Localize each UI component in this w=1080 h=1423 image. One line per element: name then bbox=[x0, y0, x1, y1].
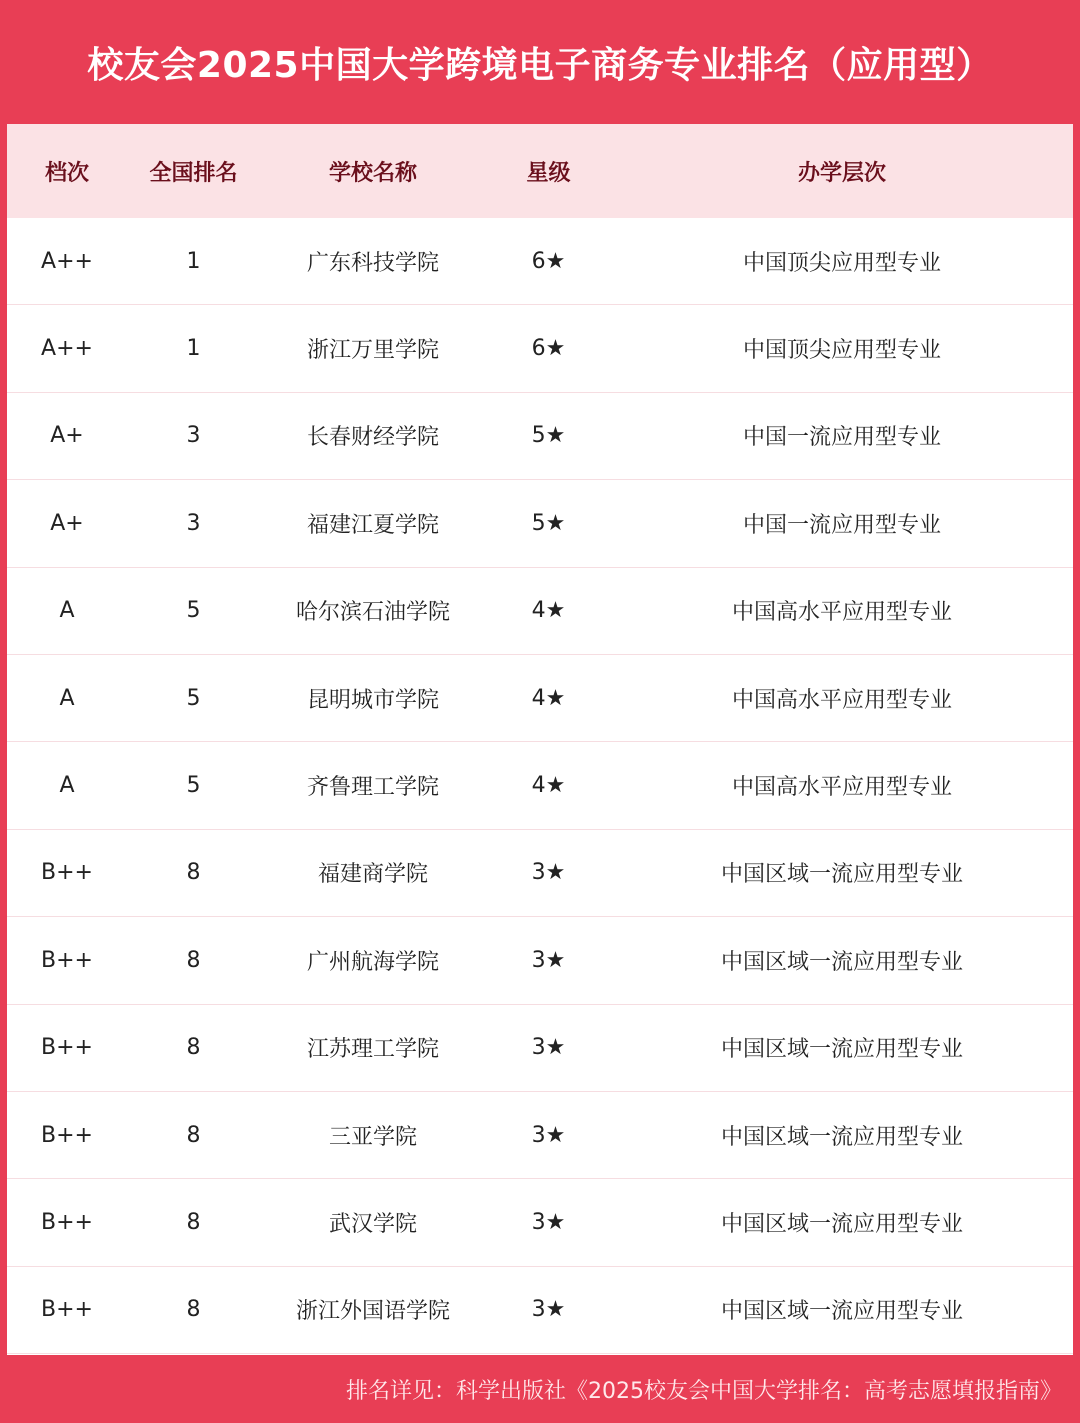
tier-cell: B++ bbox=[41, 947, 93, 973]
level-cell: 中国区域一流应用型专业 bbox=[720, 1299, 963, 1325]
stars-cell: 3★ bbox=[531, 860, 566, 886]
level-cell: 中国顶尖应用型专业 bbox=[742, 250, 941, 276]
column-header-rank: 全国排名 bbox=[149, 160, 238, 186]
school-cell: 武汉学院 bbox=[328, 1211, 417, 1237]
school-cell: 浙江外国语学院 bbox=[295, 1299, 450, 1325]
tier-cell: A+ bbox=[50, 423, 84, 449]
tier-cell: A+ bbox=[50, 510, 84, 536]
level-cell: 中国一流应用型专业 bbox=[742, 512, 941, 538]
tier-cell: A++ bbox=[41, 336, 93, 362]
table-row bbox=[7, 305, 1073, 392]
tier-cell: A bbox=[59, 773, 75, 799]
tier-cell: B++ bbox=[41, 1122, 93, 1148]
level-cell: 中国顶尖应用型专业 bbox=[742, 338, 941, 364]
rank-cell: 8 bbox=[186, 947, 201, 973]
tier-cell: A bbox=[59, 598, 75, 624]
rank-cell: 5 bbox=[186, 773, 201, 799]
table-row bbox=[7, 393, 1073, 480]
school-cell: 福建江夏学院 bbox=[306, 512, 439, 538]
rank-cell: 3 bbox=[186, 423, 201, 449]
stars-cell: 6★ bbox=[531, 336, 566, 362]
source-note: 排名详见：科学出版社《2025校友会中国大学排名：高考志愿填报指南》 bbox=[346, 1378, 1062, 1404]
table-body bbox=[7, 218, 1073, 1354]
school-cell: 广州航海学院 bbox=[306, 949, 439, 975]
rank-cell: 5 bbox=[186, 685, 201, 711]
stars-cell: 3★ bbox=[531, 1122, 566, 1148]
stars-cell: 6★ bbox=[531, 248, 566, 274]
stars-cell: 3★ bbox=[531, 1297, 566, 1323]
table-row bbox=[7, 1267, 1073, 1354]
school-cell: 江苏理工学院 bbox=[306, 1037, 439, 1063]
rank-cell: 8 bbox=[186, 1122, 201, 1148]
column-header-level: 办学层次 bbox=[797, 160, 886, 186]
level-cell: 中国区域一流应用型专业 bbox=[720, 1124, 963, 1150]
table-row bbox=[7, 830, 1073, 917]
level-cell: 中国高水平应用型专业 bbox=[731, 687, 952, 713]
stars-cell: 3★ bbox=[531, 1209, 566, 1235]
rank-cell: 8 bbox=[186, 1035, 201, 1061]
rank-cell: 3 bbox=[186, 510, 201, 536]
column-header-stars: 星级 bbox=[526, 160, 571, 186]
tier-cell: A bbox=[59, 685, 75, 711]
level-cell: 中国区域一流应用型专业 bbox=[720, 949, 963, 975]
school-cell: 齐鲁理工学院 bbox=[306, 775, 439, 801]
stars-cell: 3★ bbox=[531, 1035, 566, 1061]
tier-cell: A++ bbox=[41, 248, 93, 274]
rank-cell: 8 bbox=[186, 1297, 201, 1323]
table-row bbox=[7, 480, 1073, 567]
level-cell: 中国高水平应用型专业 bbox=[731, 775, 952, 801]
level-cell: 中国一流应用型专业 bbox=[742, 425, 941, 451]
school-cell: 广东科技学院 bbox=[306, 250, 439, 276]
school-cell: 三亚学院 bbox=[328, 1124, 417, 1150]
stars-cell: 5★ bbox=[531, 510, 566, 536]
tier-cell: B++ bbox=[41, 1035, 93, 1061]
table-header bbox=[7, 124, 1073, 218]
school-cell: 长春财经学院 bbox=[306, 425, 439, 451]
school-cell: 哈尔滨石油学院 bbox=[295, 600, 450, 626]
rank-cell: 8 bbox=[186, 1209, 201, 1235]
tier-cell: B++ bbox=[41, 1209, 93, 1235]
school-cell: 福建商学院 bbox=[317, 862, 428, 888]
page-title: 校友会2025中国大学跨境电子商务专业排名（应用型） bbox=[87, 44, 993, 86]
tier-cell: B++ bbox=[41, 860, 93, 886]
table-row bbox=[7, 218, 1073, 305]
stars-cell: 4★ bbox=[531, 773, 566, 799]
rank-cell: 8 bbox=[186, 860, 201, 886]
rank-cell: 5 bbox=[186, 598, 201, 624]
ranking-table bbox=[7, 124, 1073, 1355]
column-header-tier: 档次 bbox=[44, 160, 89, 186]
table-row bbox=[7, 1005, 1073, 1092]
level-cell: 中国区域一流应用型专业 bbox=[720, 862, 963, 888]
stars-cell: 3★ bbox=[531, 947, 566, 973]
table-row bbox=[7, 1179, 1073, 1266]
stars-cell: 4★ bbox=[531, 685, 566, 711]
level-cell: 中国高水平应用型专业 bbox=[731, 600, 952, 626]
table-row bbox=[7, 1092, 1073, 1179]
level-cell: 中国区域一流应用型专业 bbox=[720, 1211, 963, 1237]
school-cell: 浙江万里学院 bbox=[306, 338, 439, 364]
rank-cell: 1 bbox=[186, 248, 201, 274]
column-header-school: 学校名称 bbox=[328, 160, 417, 186]
tier-cell: B++ bbox=[41, 1297, 93, 1323]
table-row bbox=[7, 917, 1073, 1004]
rank-cell: 1 bbox=[186, 336, 201, 362]
level-cell: 中国区域一流应用型专业 bbox=[720, 1037, 963, 1063]
table-row bbox=[7, 742, 1073, 829]
table-row bbox=[7, 655, 1073, 742]
stars-cell: 4★ bbox=[531, 598, 566, 624]
stars-cell: 5★ bbox=[531, 423, 566, 449]
table-row bbox=[7, 568, 1073, 655]
school-cell: 昆明城市学院 bbox=[306, 687, 439, 713]
